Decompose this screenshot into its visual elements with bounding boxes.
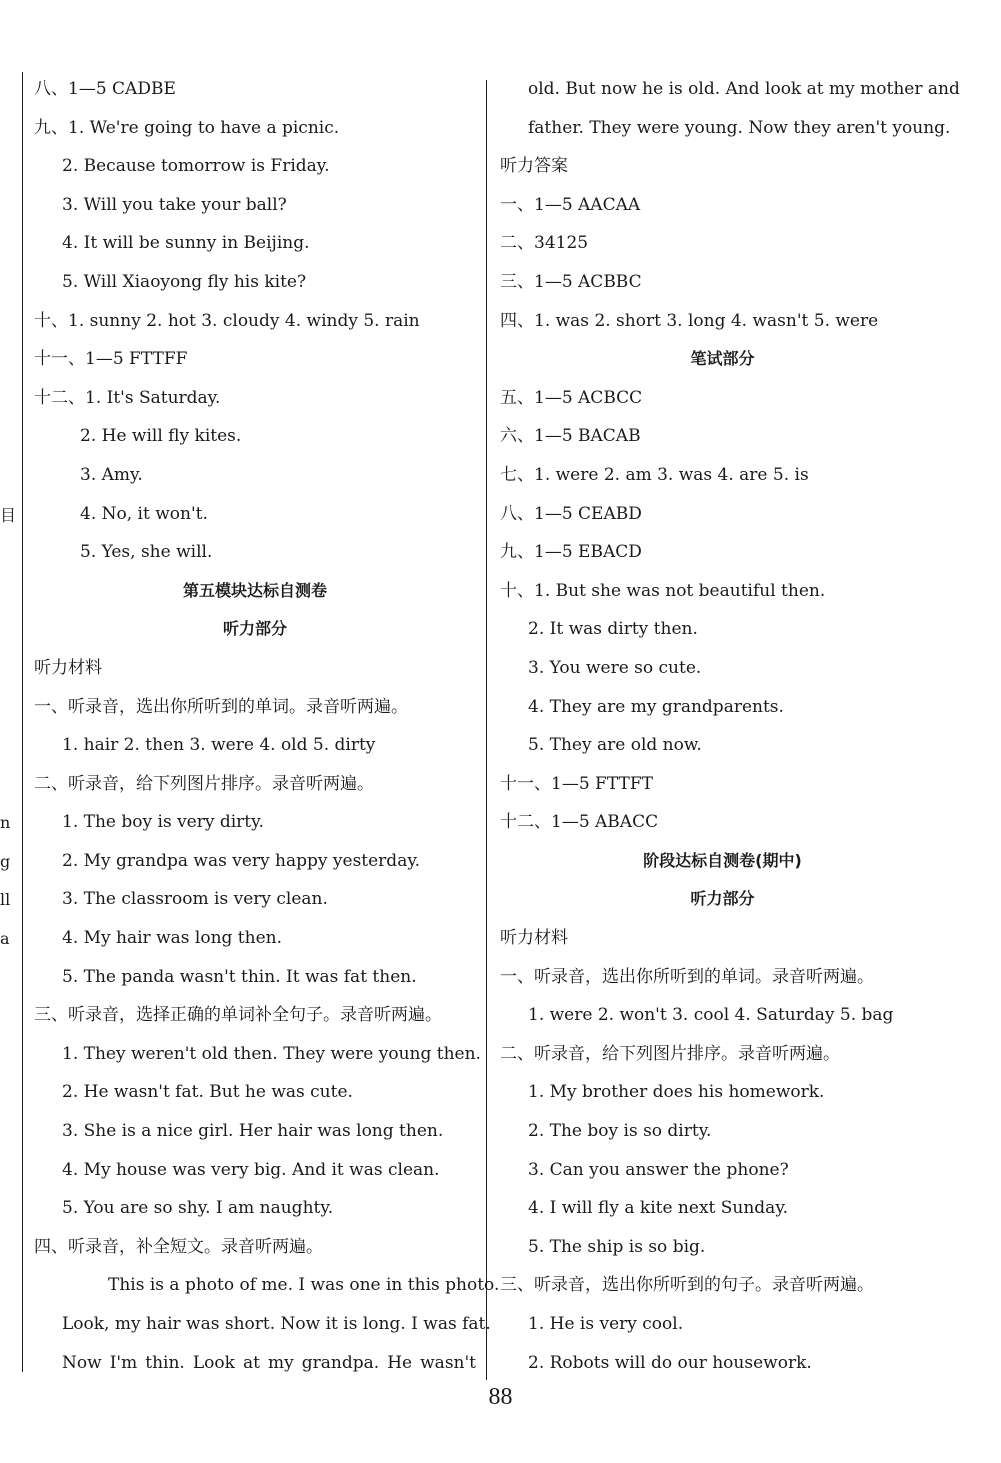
text-line: 九、1. We're going to have a picnic. <box>34 117 340 138</box>
text-line: 2. Because tomorrow is Friday. <box>62 156 330 177</box>
text-line: 七、1. were 2. am 3. was 4. are 5. is <box>500 464 809 485</box>
text-line: 听力答案 <box>500 156 568 177</box>
text-line: 一、1—5 AACAA <box>500 194 641 215</box>
text-line: 2. The boy is so dirty. <box>528 1121 712 1142</box>
text-line: 八、1—5 CEABD <box>500 503 642 524</box>
text-line: 4. No, it won't. <box>80 503 208 524</box>
text-line: 3. Will you take your ball? <box>62 194 287 215</box>
text-line: 3. Amy. <box>80 464 143 485</box>
text-line: 十二、1. It's Saturday. <box>34 387 221 408</box>
right-column <box>500 70 960 1382</box>
text-line: 三、听录音，选出你所听到的句子。录音听两遍。 <box>500 1275 874 1296</box>
text-line: 一、听录音，选出你所听到的单词。录音听两遍。 <box>34 696 408 717</box>
text-line: 1. They weren't old then. They were young then. <box>62 1043 481 1064</box>
text-line: 4. My hair was long then. <box>62 928 283 949</box>
text-line: This is a photo of me. I was one in this photo. <box>108 1275 500 1296</box>
text-line: 四、听录音，补全短文。录音听两遍。 <box>34 1236 323 1257</box>
text-line: 三、1—5 ACBBC <box>500 271 642 292</box>
text-line: 5. The panda wasn't thin. It was fat then. <box>62 966 417 987</box>
text-line: 1. He is very cool. <box>528 1314 684 1334</box>
text-line: 3. Can you answer the phone? <box>528 1159 789 1180</box>
left-column <box>34 70 500 1382</box>
text-line: 听力材料 <box>500 928 568 949</box>
text-line: 二、听录音，给下列图片排序。录音听两遍。 <box>34 773 374 794</box>
text-line: 2. It was dirty then. <box>528 619 698 640</box>
text-line: 5. The ship is so big. <box>528 1236 706 1257</box>
text-line: 二、听录音，给下列图片排序。录音听两遍。 <box>500 1043 840 1064</box>
text-line: 三、听录音，选择正确的单词补全句子。录音听两遍。 <box>34 1005 442 1026</box>
column-divider <box>486 80 487 1380</box>
text-line: 九、1—5 EBACD <box>500 542 642 563</box>
text-line: 1. were 2. won't 3. cool 4. Saturday 5. bag <box>528 1005 894 1026</box>
text-line: 4. They are my grandparents. <box>528 696 784 717</box>
text-line: 3. You were so cute. <box>528 657 702 678</box>
text-line: 5. Will Xiaoyong fly his kite? <box>62 271 307 292</box>
text-line: Now I'm thin. Look at my grandpa. He wasn't <box>62 1352 476 1373</box>
text-line: 十、1. But she was not beautiful then. <box>500 580 826 601</box>
text-line: 四、1. was 2. short 3. long 4. wasn't 5. were <box>500 310 879 331</box>
margin-fragment: 目 <box>0 506 17 525</box>
text-line: 十一、1—5 FTTFT <box>500 773 653 794</box>
text-line: 八、1—5 CADBE <box>34 79 176 99</box>
text-line: 1. My brother does his homework. <box>528 1082 825 1103</box>
text-line: 一、听录音，选出你所听到的单词。录音听两遍。 <box>500 966 874 987</box>
text-line: 1. The boy is very dirty. <box>62 812 264 833</box>
text-line: 2. He wasn't fat. But he was cute. <box>62 1082 353 1103</box>
text-line: 六、1—5 BACAB <box>500 426 641 447</box>
text-line: 十二、1—5 ABACC <box>500 812 659 833</box>
text-line: 3. She is a nice girl. Her hair was long then. <box>62 1121 444 1142</box>
page-number: 88 <box>488 1384 513 1410</box>
text-line: 5. Yes, she will. <box>80 542 213 563</box>
text-line: 十、1. sunny 2. hot 3. cloudy 4. windy 5. rain <box>34 310 420 331</box>
text-line: 2. My grandpa was very happy yesterday. <box>62 850 421 871</box>
text-line: father. They were young. Now they aren't young. <box>528 117 951 138</box>
text-line: 五、1—5 ACBCC <box>500 387 643 408</box>
text-line: 4. It will be sunny in Beijing. <box>62 233 310 254</box>
section-heading: 第五模块达标自测卷 <box>182 580 327 600</box>
section-heading: 听力部分 <box>690 889 755 909</box>
text-line: 1. hair 2. then 3. were 4. old 5. dirty <box>62 735 376 756</box>
text-line: 二、34125 <box>500 233 589 254</box>
margin-fragment: n <box>0 813 11 832</box>
section-heading: 笔试部分 <box>690 349 755 369</box>
text-line: 5. They are old now. <box>528 735 702 756</box>
margin-fragment: ll <box>0 890 11 909</box>
text-line: 5. You are so shy. I am naughty. <box>62 1198 334 1219</box>
text-line: 4. My house was very big. And it was clean. <box>62 1159 440 1180</box>
text-line: 2. Robots will do our housework. <box>528 1352 812 1373</box>
margin-fragment: a <box>0 929 10 948</box>
text-line: old. But now he is old. And look at my mother and <box>528 79 960 99</box>
text-line: 4. I will fly a kite next Sunday. <box>528 1198 789 1219</box>
section-heading: 阶段达标自测卷(期中) <box>643 850 802 870</box>
text-line: 十一、1—5 FTTFF <box>34 349 188 370</box>
margin-fragment: g <box>0 852 11 871</box>
text-line: 听力材料 <box>34 657 102 678</box>
text-line: 3. The classroom is very clean. <box>62 889 328 910</box>
text-line: 2. He will fly kites. <box>80 426 242 447</box>
section-heading: 听力部分 <box>222 619 287 639</box>
left-margin-rule <box>22 72 23 1372</box>
text-line: Look, my hair was short. Now it is long. I was fat. <box>62 1314 491 1334</box>
